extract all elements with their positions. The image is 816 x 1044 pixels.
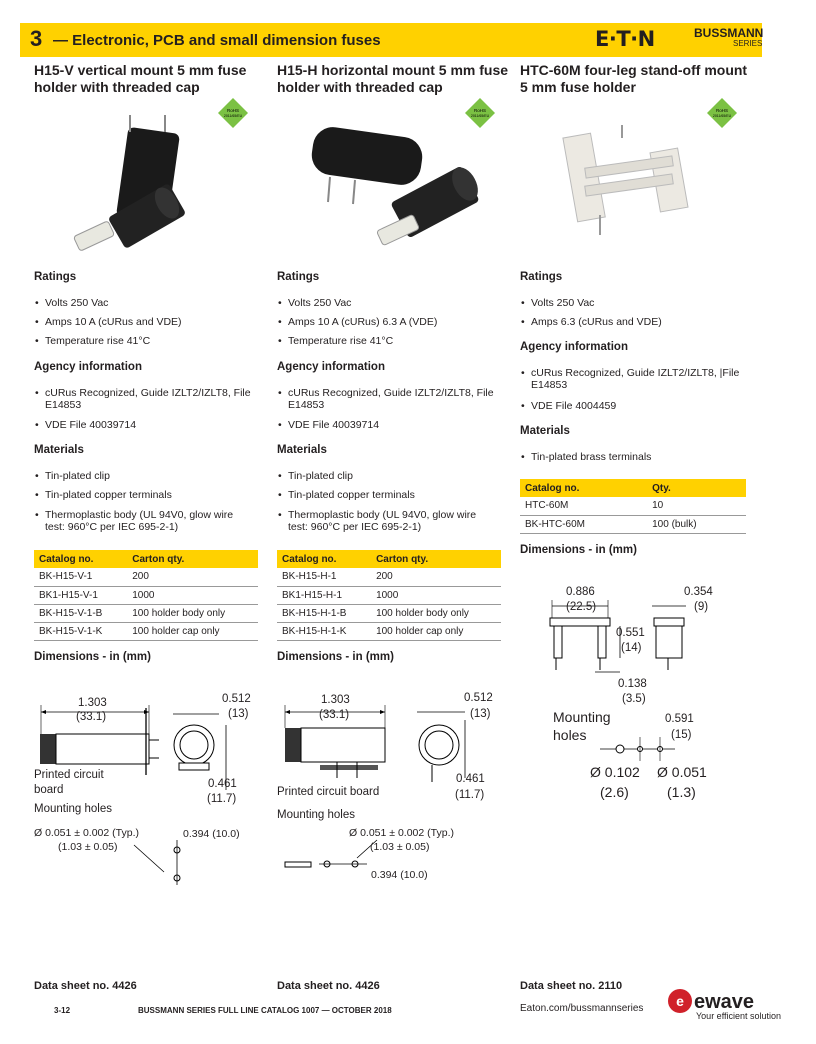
rating-item: • Volts 250 Vac [531,297,751,309]
dim-width-mm: (22.5) [566,601,597,613]
svg-text:e: e [676,993,684,1009]
rohs-badge [707,98,737,128]
materials-heading: Materials [277,444,327,456]
website-link[interactable]: Eaton.com/bussmannseries [520,1003,644,1014]
dim-depth-mm: (9) [694,601,709,613]
mounting-holes-label: Mounting holes [34,803,112,815]
materials-heading: Materials [34,444,84,456]
table-header: Carton qty. [127,550,258,568]
hole-spacing: 0.394 (10.0) [371,869,428,881]
agency-item: • VDE File 40039714 [45,419,265,431]
dim-length-mm: (33.1) [319,709,350,721]
product-photo-h15v [70,110,240,260]
table-row: BK-H15-V-1-B 100 holder body only [34,604,258,622]
svg-text:2011/65/EU: 2011/65/EU [470,114,490,118]
table-row: BK-H15-V-1 200 [34,568,258,586]
section-header-bar [20,23,762,57]
hole-diameter-small-mm: (1.3) [667,784,696,800]
table-row: BK-H15-V-1-K 100 holder cap only [34,622,258,640]
rating-item: • Amps 10 A (cURus) 6.3 A (VDE) [288,316,508,328]
rating-item: • Volts 250 Vac [288,297,508,309]
catalog-table [520,479,746,534]
hole-diameter-mm: (1.03 ± 0.05) [370,841,430,853]
dim-depth: 0.354 [684,586,713,598]
ewave-tagline: Your efficient solution [696,1011,782,1021]
materials-heading: Materials [520,425,570,437]
dim-hole-spacing: 0.591 [665,713,694,725]
dim-height: 0.461 [208,778,237,790]
dim-width-mm: (13) [470,708,491,720]
table-header: Qty. [647,479,746,497]
datasheet-number[interactable]: Data sheet no. 4426 [277,980,380,992]
hole-diameter-large-mm: (2.6) [600,784,629,800]
hole-diameter: Ø 0.051 ± 0.002 (Typ.) [349,827,454,839]
catalog-table [34,550,258,641]
product-photo-htc60m [560,120,700,250]
agency-item: • cURus Recognized, Guide IZLT2/IZLT8, File E14853 [45,387,255,411]
material-item: • Tin-plated copper terminals [45,489,265,501]
material-item: • Tin-plated clip [45,470,265,482]
dim-width: 0.886 [566,586,595,598]
page-number: 3-12 [54,1006,71,1015]
dim-height-mm: (11.7) [207,793,237,805]
agency-heading: Agency information [520,341,628,353]
bussmann-brand: BUSSMANN [694,26,764,40]
table-row: BK-H15-H-1-K 100 holder cap only [277,622,501,640]
table-header: Catalog no. [34,550,127,568]
table-row: BK1-H15-H-1 1000 [277,586,501,604]
dimensions-heading: Dimensions - in (mm) [520,544,637,556]
svg-text:RoHS: RoHS [715,108,729,113]
agency-item: • VDE File 4004459 [531,400,751,412]
catalog-name: BUSSMANN SERIES FULL LINE CATALOG 1007 — OCTOBER 2018 [138,1006,392,1015]
product-title: H15-V vertical mount 5 mm fuse holder with threaded cap [34,62,247,95]
table-row: HTC-60M 10 [520,497,746,515]
dim-length-mm: (33.1) [76,711,107,723]
material-item: • Thermoplastic body (UL 94V0, glow wire test: 960°C per IEC 695-2-1) [288,509,498,533]
ratings-heading: Ratings [520,271,563,283]
dim-hole-spacing-mm: (15) [671,729,692,741]
hole-diameter-small: Ø 0.051 [657,764,707,780]
svg-text:RoHS: RoHS [226,108,240,113]
dim-standoff: 0.138 [618,678,647,690]
dim-length: 1.303 [78,697,107,709]
dimensions-heading: Dimensions - in (mm) [277,651,394,663]
ratings-heading: Ratings [34,271,77,283]
ratings-heading: Ratings [277,271,320,283]
dim-width-mm: (13) [228,708,249,720]
hole-diameter: Ø 0.051 ± 0.002 (Typ.) [34,827,139,839]
rating-item: • Temperature rise 41°C [45,335,265,347]
hole-diameter-mm: (1.03 ± 0.05) [58,841,118,853]
table-row: BK-H15-H-1 200 [277,568,501,586]
material-item: • Tin-plated brass terminals [531,451,751,463]
dim-width: 0.512 [222,693,251,705]
dim-height: 0.461 [456,773,485,785]
ewave-logo-text: ewave [694,991,755,1013]
svg-text:2011/65/EU: 2011/65/EU [223,114,243,118]
product-title: H15-H horizontal mount 5 mm fuse holder with threaded cap [277,62,509,95]
table-row: BK-H15-H-1-B 100 holder body only [277,604,501,622]
table-header: Carton qty. [371,550,501,568]
agency-item: • VDE File 40039714 [288,419,508,431]
svg-text:RoHS: RoHS [473,108,487,113]
mounting-holes-label: Mounting holes [277,809,355,821]
agency-item: • cURus Recognized, Guide IZLT2/IZLT8, |File E14853 [531,367,741,391]
section-title: — Electronic, PCB and small dimension fuses [53,32,381,49]
mounting-holes-label: Mounting holes [553,709,611,743]
catalog-table [277,550,501,641]
rating-item: • Volts 250 Vac [45,297,265,309]
section-number: 3 [30,26,43,51]
material-item: • Thermoplastic body (UL 94V0, glow wire test: 960°C per IEC 695-2-1) [45,509,255,533]
svg-text:2011/65/EU: 2011/65/EU [712,114,732,118]
rating-item: • Temperature rise 41°C [288,335,508,347]
table-header: Catalog no. [277,550,371,568]
dim-width: 0.512 [464,692,493,704]
agency-heading: Agency information [277,361,385,373]
product-photo-h15h [300,112,500,262]
eaton-logo: E·T·N [595,27,655,51]
datasheet-number[interactable]: Data sheet no. 2110 [520,980,623,992]
material-item: • Tin-plated clip [288,470,508,482]
dim-standoff-mm: (3.5) [622,693,646,705]
series-label: SERIES [733,39,763,48]
rating-item: • Amps 6.3 (cURus and VDE) [531,316,751,328]
hole-spacing: 0.394 (10.0) [183,828,240,840]
hole-diameter-large: Ø 0.102 [590,764,640,780]
material-item: • Tin-plated copper terminals [288,489,508,501]
dimensions-heading: Dimensions - in (mm) [34,651,151,663]
dim-height-mm: (14) [621,642,642,654]
agency-heading: Agency information [34,361,142,373]
pcb-label: Printed circuit board [34,769,104,796]
rating-item: • Amps 10 A (cURus and VDE) [45,316,265,328]
table-row: BK-HTC-60M 100 (bulk) [520,515,746,533]
product-title: HTC-60M four-leg stand-off mount 5 mm fuse holder [520,62,748,95]
dim-height-mm: (11.7) [455,789,485,801]
datasheet-number[interactable]: Data sheet no. 4426 [34,980,137,992]
dim-height: 0.551 [616,627,645,639]
table-row: BK1-H15-V-1 1000 [34,586,258,604]
table-header: Catalog no. [520,479,647,497]
dim-length: 1.303 [321,694,350,706]
pcb-label: Printed circuit board [277,786,380,798]
agency-item: • cURus Recognized, Guide IZLT2/IZLT8, File E14853 [288,387,498,411]
